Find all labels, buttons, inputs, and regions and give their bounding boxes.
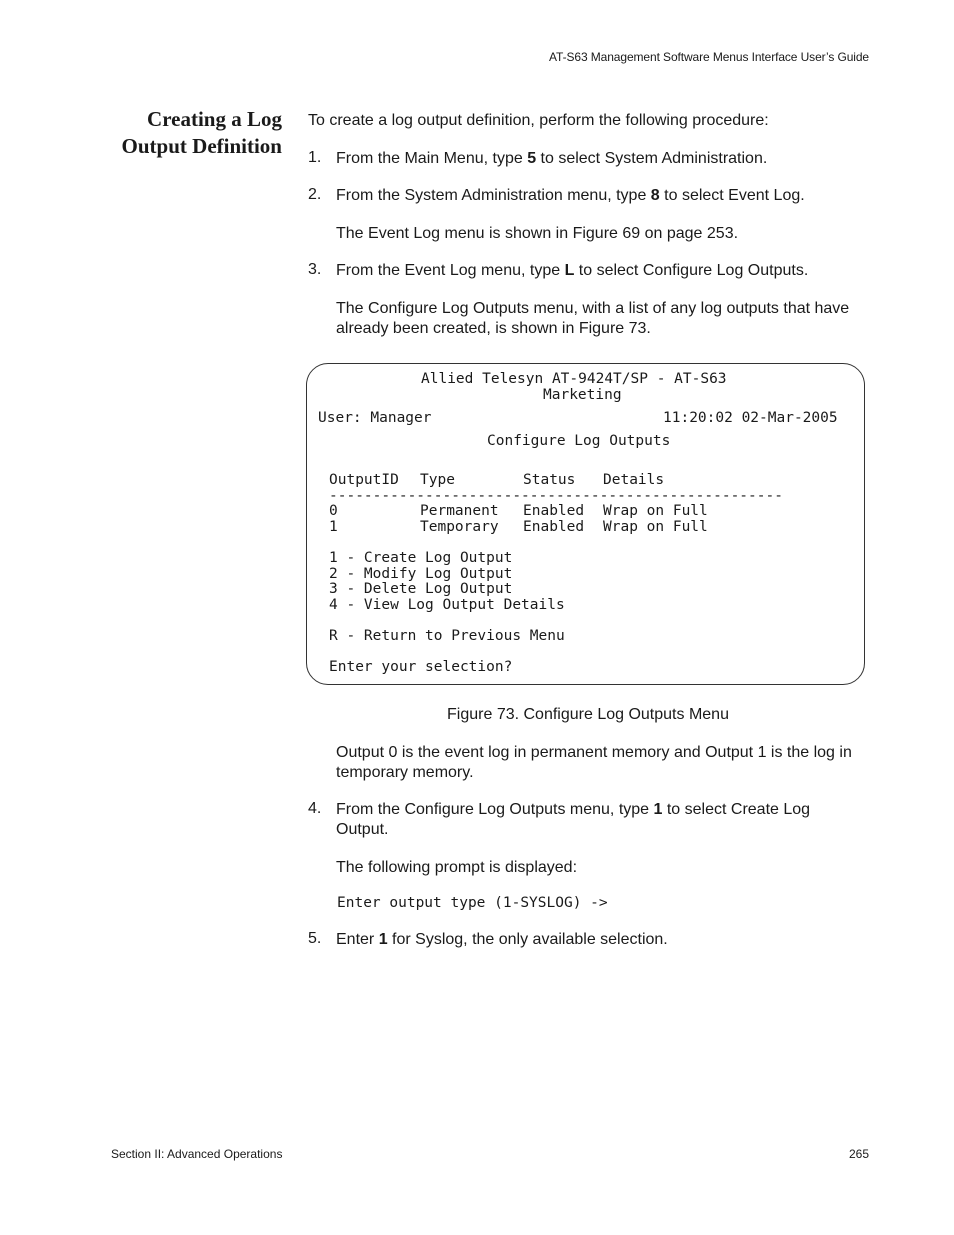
step-number: 3.	[308, 261, 322, 278]
column-rule: ----------------------------------------------------	[329, 488, 783, 504]
intro-text: To create a log output definition, perform the following procedure:	[308, 112, 769, 129]
column-header-type: Type	[420, 472, 455, 488]
section-heading-line2: Output Definition	[121, 134, 282, 158]
column-header-outputid: OutputID	[329, 472, 399, 488]
key-label: 5	[527, 150, 537, 167]
key-label: 8	[650, 187, 660, 204]
row-status: Enabled	[523, 519, 585, 535]
key-label: 1	[378, 931, 388, 948]
section-heading-line1: Creating a Log	[147, 107, 282, 131]
page-number: 265	[848, 1147, 869, 1161]
note-text: The following prompt is displayed:	[336, 859, 578, 876]
menu-option-modify: 2 - Modify Log Output	[329, 566, 513, 582]
row-type: Permanent	[420, 503, 499, 519]
note-text: The Event Log menu is shown in Figure 69 on page 253.	[336, 225, 739, 242]
terminal-system-name: Allied Telesyn AT-9424T/SP - AT-S63	[421, 371, 727, 387]
key-label: L	[564, 262, 575, 279]
terminal-timestamp: 11:20:02 02-Mar-2005	[663, 410, 838, 426]
step-number: 2.	[308, 186, 322, 203]
figure-caption: Figure 73. Configure Log Outputs Menu	[447, 706, 729, 723]
terminal-screen	[306, 363, 865, 685]
step-text: From the Configure Log Outputs menu, type 1 to select Create Log Output.	[336, 801, 811, 838]
key-label: 1	[653, 801, 663, 818]
row-outputid: 0	[329, 503, 338, 519]
menu-option-view: 4 - View Log Output Details	[329, 597, 565, 613]
column-header-details: Details	[603, 472, 665, 488]
terminal-location: Marketing	[543, 387, 622, 403]
step-text: From the System Administration menu, type 8 to select Event Log.	[336, 187, 805, 204]
step-text: From the Main Menu, type 5 to select System Administration.	[336, 150, 768, 167]
row-outputid: 1	[329, 519, 338, 535]
running-header: AT-S63 Management Software Menus Interface User’s Guide	[549, 50, 869, 64]
menu-option-create: 1 - Create Log Output	[329, 550, 513, 566]
menu-option-return: R - Return to Previous Menu	[329, 628, 565, 644]
step-text: From the Event Log menu, type L to select Configure Log Outputs.	[336, 262, 809, 279]
row-details: Wrap on Full	[603, 519, 708, 535]
note-text: The Configure Log Outputs menu, with a list of any log outputs that have already been created, is shown in Figure 73.	[336, 300, 850, 337]
note-text: Output 0 is the event log in permanent memory and Output 1 is the log in temporary memory.	[336, 744, 852, 781]
step-number: 4.	[308, 800, 322, 817]
column-header-status: Status	[523, 472, 576, 488]
footer-section: Section II: Advanced Operations	[111, 1147, 283, 1161]
terminal-menu-title: Configure Log Outputs	[487, 433, 671, 449]
terminal-prompt: Enter your selection?	[329, 659, 513, 675]
terminal-user: User: Manager	[318, 410, 432, 426]
step-number: 5.	[308, 930, 322, 947]
step-number: 1.	[308, 149, 322, 166]
menu-option-delete: 3 - Delete Log Output	[329, 581, 513, 597]
row-type: Temporary	[420, 519, 499, 535]
row-details: Wrap on Full	[603, 503, 708, 519]
prompt-code: Enter output type (1-SYSLOG) ->	[337, 895, 608, 911]
row-status: Enabled	[523, 503, 585, 519]
step-text: Enter 1 for Syslog, the only available selection.	[336, 931, 668, 948]
section-heading	[100, 106, 282, 160]
